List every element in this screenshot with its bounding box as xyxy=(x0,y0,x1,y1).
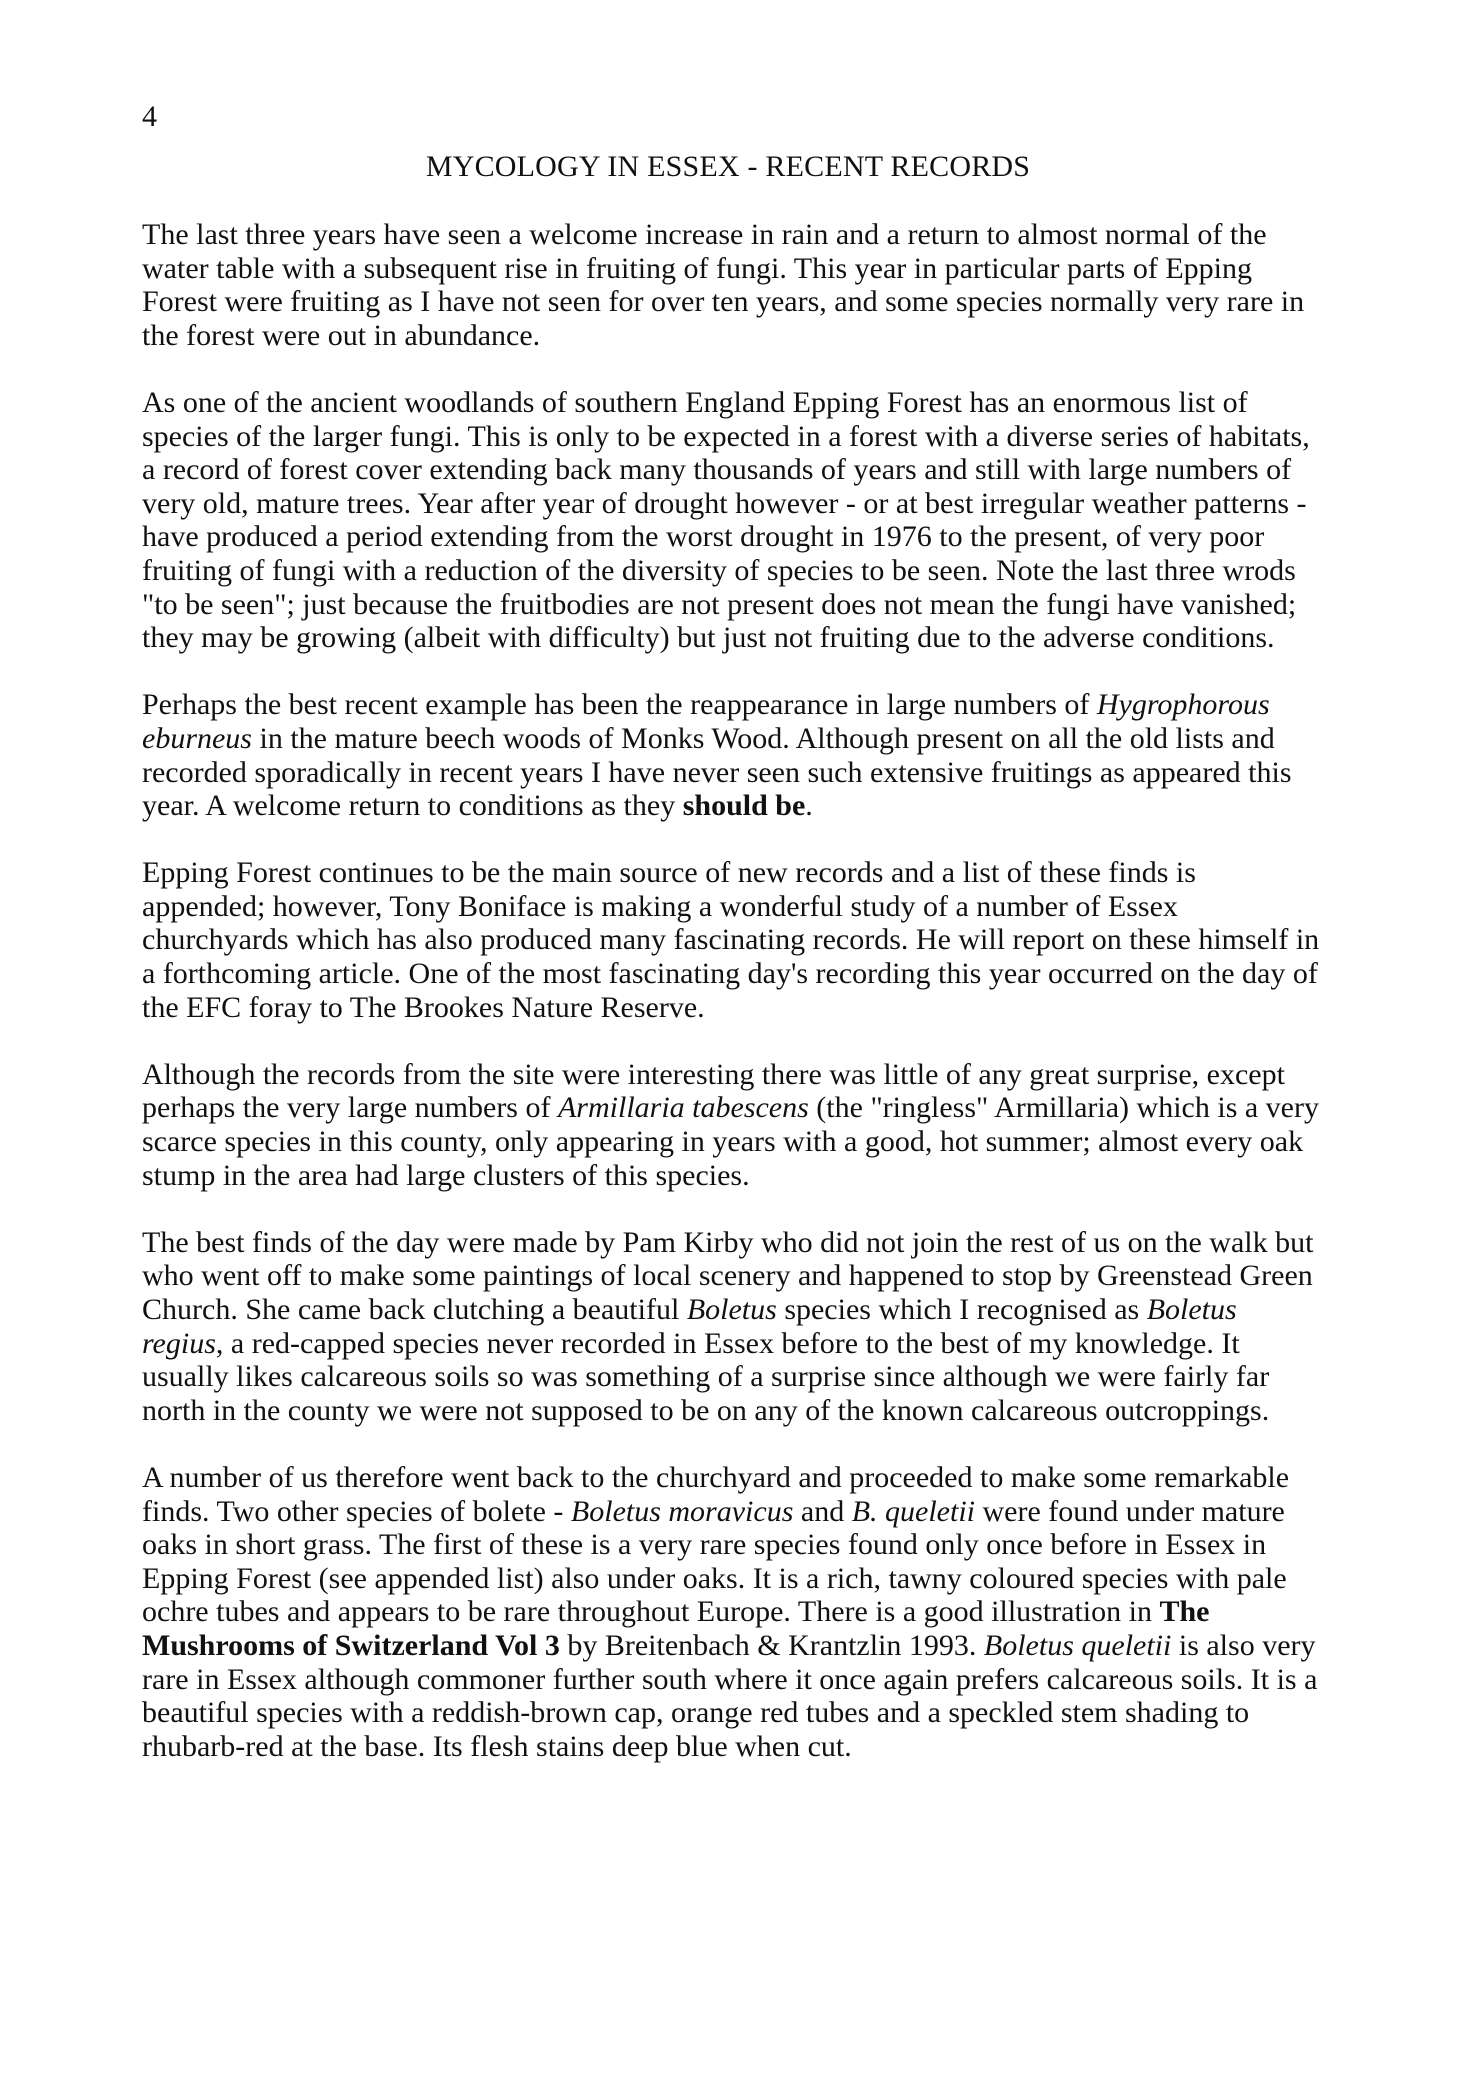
article-title: MYCOLOGY IN ESSEX - RECENT RECORDS xyxy=(425,150,1031,183)
paragraph-text: species which I recognised as xyxy=(776,1293,1147,1326)
species-name: Hygrophorous eburneus xyxy=(142,688,1270,755)
paragraph-text: A number of us therefore went back to the churchyard and proceeded to make some remarkable finds. Two other species of bolete - xyxy=(142,1460,1290,1528)
paragraph-text: , a red-capped species never recorded in Essex before to the best of my knowledge. It usually likes calcareous soils so was something of a surprise since although we were fairly far north in the county we were not supposed to be on any of the known calcareous outcroppings. xyxy=(142,1326,1270,1427)
paragraph-text: (the "ringless" Armillaria) which is a very scarce species in this county, only appearing in years with a good, hot summer; almost every oak stump in the area had large clusters of this species. xyxy=(142,1091,1319,1192)
paragraph-text: is also very rare in Essex although commoner further south where it once again prefers calcareous soils. It is a beautiful species with a reddish-brown cap, orange red tubes and a speckled stem shading to rhubarb-red at the base. Its flesh stains deep blue when cut. xyxy=(142,1628,1318,1763)
paragraph-text: As one of the ancient woodlands of southern England Epping Forest has an enormous list of species of the larger fungi. This is only to be expected in a forest with a diverse series of habitats, a record of forest cover extending back many thousands of years and still with large numbers of very old, mature trees. Year after year of drought however - or at best irregular weather patterns - have produced a period extending from the worst drought in 1976 to the present, of very poor fruiting of fungi with a reduction of the diversity of species to be seen. Note the last three wrods "to be seen"; just because the fruitbodies are not present does not mean the fungi have vanished; they may be growing (albeit with difficulty) but just not fruiting due to the adverse conditions. xyxy=(142,385,1310,655)
paragraph-text: The last three years have seen a welcome increase in rain and a return to almost normal of the water table with a subsequent rise in fruiting of fungi. This year in particular parts of Epping Forest were fruiting as I have not seen for over ten years, and some species normally very rare in the forest were out in abundance. xyxy=(142,218,1305,352)
paragraph xyxy=(142,1226,1322,1428)
emphasis-text: The Mushrooms of Switzerland Vol 3 xyxy=(142,1595,1210,1662)
paragraph xyxy=(142,386,1322,655)
species-name: B. queletii xyxy=(851,1494,975,1528)
article-body xyxy=(142,218,1322,1797)
species-name: Boletus moravicus xyxy=(570,1494,794,1528)
species-name: Boletus queletii xyxy=(983,1628,1172,1662)
paragraph xyxy=(142,688,1322,822)
paragraph-text: Perhaps the best recent example has been the reappearance in large numbers of xyxy=(142,688,1097,722)
paragraph-text: by Breitenbach & Krantzlin 1993. xyxy=(559,1628,984,1662)
paragraph-text: and xyxy=(793,1494,852,1528)
paragraph xyxy=(142,1058,1322,1192)
species-name: Boletus xyxy=(686,1293,777,1326)
page-number: 4 xyxy=(142,100,157,133)
paragraph xyxy=(142,856,1322,1024)
emphasis-text: should be xyxy=(682,789,806,823)
paragraph-text: . xyxy=(805,789,813,823)
paragraph-text: Although the records from the site were interesting there was little of any great surprise, except perhaps the very large numbers of xyxy=(142,1057,1285,1125)
paragraph-text: Epping Forest continues to be the main source of new records and a list of these finds is appended; however, Tony Boniface is making a wonderful study of a number of Essex churchyards which has also produced many fascinating records. He will report on these himself in a forthcoming article. One of the most fascinating day's recording this year occurred on the day of the EFC foray to The Brookes Nature Reserve. xyxy=(142,856,1320,1024)
paragraph-text: were found under mature oaks in short grass. The first of these is a very rare species found only once before in Essex in Epping Forest (see appended list) also under oaks. It is a rich, tawny coloured species with pale ochre tubes and appears to be rare throughout Europe. There is a good illustration in xyxy=(142,1494,1287,1629)
species-name: Armillaria tabescens xyxy=(557,1091,809,1125)
paragraph xyxy=(142,1461,1322,1763)
species-name: Boletus regius xyxy=(142,1293,1237,1360)
paragraph-text: The best finds of the day were made by Pam Kirby who did not join the rest of us on the walk but who went off to make some paintings of local scenery and happened to stop by Greenstead Green Church. She came back clutching a beautiful xyxy=(142,1225,1314,1326)
paragraph xyxy=(142,218,1322,352)
paragraph-text: in the mature beech woods of Monks Wood. Although present on all the old lists and recorded sporadically in recent years I have never seen such extensive fruitings as appeared this year. A welcome return to conditions as they xyxy=(142,721,1292,823)
